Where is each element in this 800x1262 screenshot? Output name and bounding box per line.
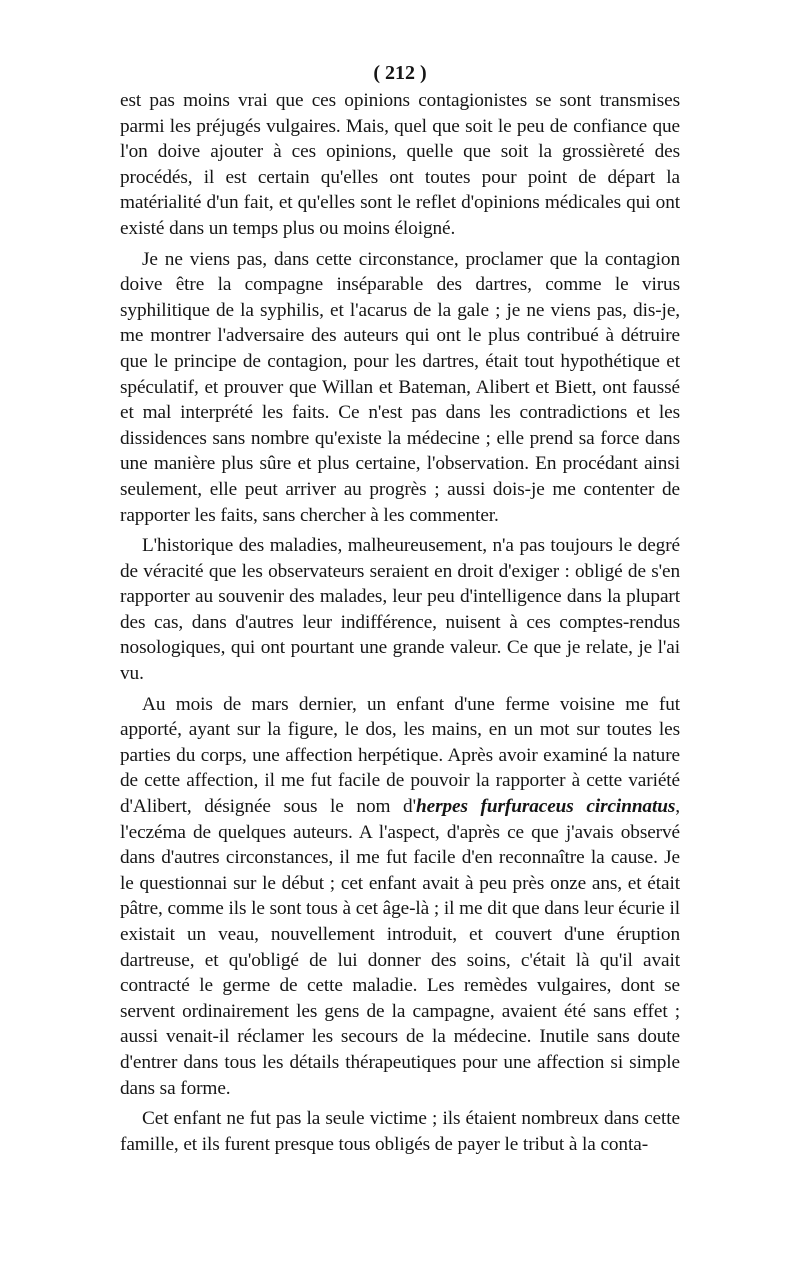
paragraph-5: Cet enfant ne fut pas la seule victime ; ils étaient nombreux dans cette famille, et ils furent presque tous obligés de payer le tribut à la conta- <box>120 1108 680 1155</box>
paragraph-4 <box>120 692 680 1102</box>
paragraph-3: L'historique des maladies, malheureusement, n'a pas toujours le degré de véracité que les observateurs seraient en droit d'exiger : obligé de s'en rapporter au souvenir des malades, leur peu d'intelligence dans la plupart des cas, dans d'autres leur indifférence, nuisent à ces comptes-rendus nosologiques, qui ont pourtant une grande valeur. Ce que je relate, je l'ai vu. <box>120 535 680 685</box>
paragraph-4-after: , l'eczéma de quelques auteurs. A l'aspect, d'après ce que j'avais observé dans d'autres circonstances, il me fut facile d'en reconnaître la cause. Je le questionnai sur le début ; cet enfant avait à peu près onze ans, et était pâtre, comme ils le sont tous à cet âge-là ; il me dit que dans leur écurie il existait un veau, nouvellement introduit, et couvert d'une éruption dartreuse, et qu'obligé de lui donner des soins, c'était là qu'il avait contracté le germe de cette maladie. Les remèdes vulgaires, dont se servent ordinairement les gens de la campagne, avaient été sans effet ; aussi venait-il réclamer les secours de la médecine. Inutile sans doute d'entrer dans tous les détails thérapeutiques pour une affection si simple dans sa forme. <box>120 796 680 1099</box>
paragraph-1: est pas moins vrai que ces opinions contagionistes se sont transmises parmi les préjugés vulgaires. Mais, quel que soit le peu de confiance que l'on doive ajouter à ces opinions, quelle que soit la grossièreté des procédés, il est certain qu'elles ont toutes pour point de départ la matérialité d'un fait, et qu'elles sont le reflet d'opinions médicales qui ont existé dans un temps plus ou moins éloigné. <box>120 90 680 239</box>
body-text <box>120 88 680 1157</box>
paragraph-2: Je ne viens pas, dans cette circonstance, proclamer que la contagion doive être la compagne inséparable des dartres, comme le virus syphilitique de la syphilis, et l'acarus de la gale ; je ne viens pas, dis-je, me montrer l'adversaire des auteurs qui ont le plus contribué à détruire que le principe de contagion, pour les dartres, était tout hypothétique et spéculatif, et prouver que Willan et Bateman, Alibert et Biett, ont faussé et mal interprété les faits. Ce n'est pas dans les contradictions et les dissidences sans nombre qu'existe la médecine ; elle prend sa force dans une manière plus sûre et plus certaine, l'observation. En procédant ainsi seulement, elle peut arriver au progrès ; aussi dois-je me contenter de rapporter les faits, sans chercher à les commenter. <box>120 248 680 526</box>
page-number: ( 212 ) <box>373 62 427 84</box>
paragraph-4-before: Au mois de mars dernier, un enfant d'une ferme voisine me fut apporté, ayant sur la figure, le dos, les mains, en un mot sur toutes les parties du corps, une affection herpétique. Après avoir examiné la nature de cette affection, il me fut facile de pouvoir la rapporter à cette variété d'Alibert, désignée sous le nom d' <box>120 693 680 818</box>
species-name: herpes furfuraceus circinnatus <box>415 796 676 818</box>
book-page <box>120 58 680 1157</box>
